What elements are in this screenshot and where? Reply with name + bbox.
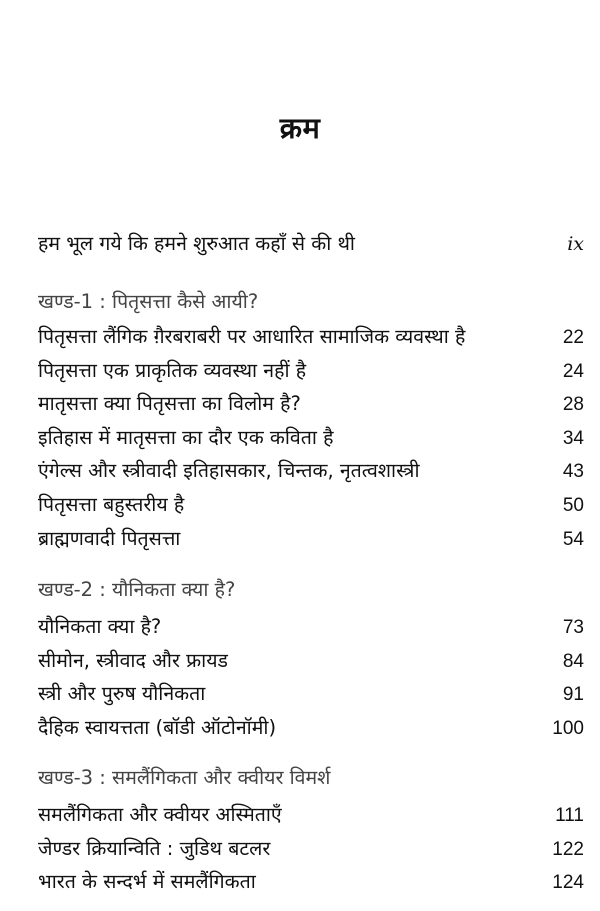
toc-entry-label: भारत के सन्दर्भ में समलैंगिकता xyxy=(38,870,256,894)
toc-entry-page-number: 24 xyxy=(562,360,584,382)
toc-entry-label: ब्राह्मणवादी पितृसत्ता xyxy=(38,526,181,550)
section-2-entries xyxy=(38,612,584,746)
toc-entry xyxy=(38,612,584,646)
toc-entry xyxy=(38,322,584,356)
toc-entry-page-number: 91 xyxy=(562,684,584,706)
toc-entry-page-number: 50 xyxy=(562,494,584,516)
toc-entry-page-number: 54 xyxy=(562,528,584,550)
section-heading-1: खण्ड-1 : पितृसत्ता कैसे आयी? xyxy=(38,290,259,313)
toc-entry-page-number: 111 xyxy=(555,805,584,826)
toc-entry-label: एंगेल्स और स्त्रीवादी इतिहासकार, चिन्तक, नृतत्वशास्त्री xyxy=(38,459,420,483)
toc-entry-label: पितृसत्ता लैंगिक ग़ैरबराबरी पर आधारित सामाजिक व्यवस्था है xyxy=(38,325,466,348)
toc-entry xyxy=(38,713,584,747)
toc-entry-label: सीमोन, स्त्रीवाद और फ्रायड xyxy=(38,648,228,672)
toc-entry-page-number: 22 xyxy=(562,327,584,348)
section-1-entries xyxy=(38,322,584,557)
toc-entry xyxy=(38,524,584,558)
toc-entry xyxy=(38,356,584,390)
toc-entry xyxy=(38,456,584,490)
toc-entry-page-number: 43 xyxy=(562,461,584,483)
toc-entry xyxy=(38,867,584,901)
toc-entry-page-number: 73 xyxy=(562,617,584,638)
toc-entry-label: मातृसत्ता क्या पितृसत्ता का विलोम है? xyxy=(38,392,301,416)
toc-entry-page-number: 100 xyxy=(552,717,584,739)
section-heading-3: खण्ड-3 : समलैंगिकता और क्वीयर विमर्श xyxy=(38,766,331,789)
toc-entry xyxy=(38,490,584,524)
toc-intro-row xyxy=(38,229,584,256)
toc-entry-label: जेण्डर क्रियान्विति : जुडिथ बटलर xyxy=(38,836,271,860)
toc-entry-page-number: 124 xyxy=(552,872,584,894)
toc-entry xyxy=(38,679,584,713)
toc-entry-label: पितृसत्ता एक प्राकृतिक व्यवस्था नहीं है xyxy=(38,358,307,382)
toc-entry-label: यौनिकता क्या है? xyxy=(38,615,162,638)
toc-entry-page-number: 34 xyxy=(562,427,584,449)
toc-entry-page-number: 122 xyxy=(552,838,584,860)
page-title: क्रम xyxy=(279,111,321,145)
toc-entry xyxy=(38,646,584,680)
toc-entry-label: पितृसत्ता बहुस्तरीय है xyxy=(38,492,185,516)
toc-entry xyxy=(38,423,584,457)
toc-entry xyxy=(38,800,584,834)
toc-entry-label: इतिहास में मातृसत्ता का दौर एक कविता है xyxy=(38,425,334,449)
toc-entry-page-number: 84 xyxy=(562,650,584,672)
toc-intro-label: हम भूल गये कि हमने शुरुआत कहाँ से की थी xyxy=(38,232,355,255)
toc-entry-label: दैहिक स्वायत्तता (बॉडी ऑटोनॉमी) xyxy=(38,715,277,739)
section-3-entries xyxy=(38,800,584,901)
section-heading-2: खण्ड-2 : यौनिकता क्या है? xyxy=(38,578,236,601)
toc-entry xyxy=(38,834,584,868)
toc-entry-page-number: 28 xyxy=(562,394,584,416)
toc-intro-page-number: ix xyxy=(567,233,584,255)
toc-entry xyxy=(38,389,584,423)
toc-entry-label: स्त्री और पुरुष यौनिकता xyxy=(38,682,206,706)
toc-entry-label: समलैंगिकता और क्वीयर अस्मिताएँ xyxy=(38,803,282,826)
